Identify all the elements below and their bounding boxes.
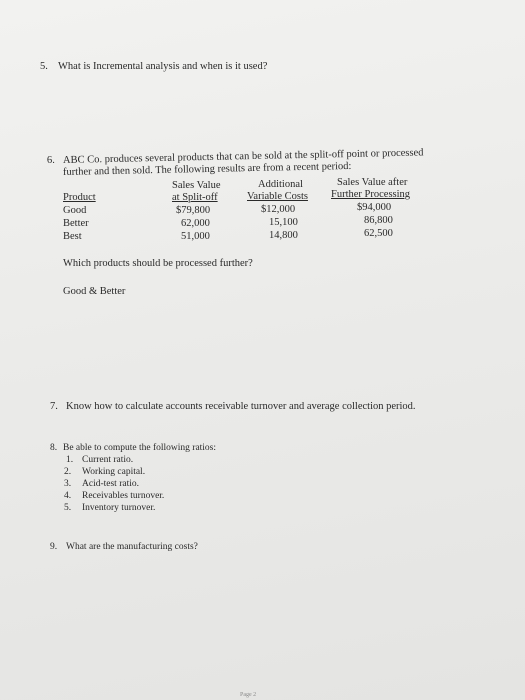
q8-text: Be able to compute the following ratios: xyxy=(63,443,217,453)
ratio-item-number: 3. xyxy=(64,479,72,489)
ratio-item-label: Current ratio. xyxy=(82,455,134,465)
row-good-variable-costs: $12,000 xyxy=(261,204,296,215)
ratio-item-label: Receivables turnover. xyxy=(82,491,165,501)
ratio-item-number: 4. xyxy=(64,491,72,501)
header-sales-value: Sales Value xyxy=(172,180,221,191)
q6-line2: further and then sold. The following results are from a recent period: xyxy=(62,160,352,178)
q7-text: Know how to calculate accounts receivable turnover and average collection period. xyxy=(66,401,416,412)
row-best-variable-costs: 14,800 xyxy=(269,230,298,241)
ratio-item-label: Working capital. xyxy=(82,467,146,477)
q5-number: 5. xyxy=(40,61,48,72)
q9-number: 9. xyxy=(50,542,58,552)
row-best-split-off: 51,000 xyxy=(181,231,210,242)
ratio-item-number: 1. xyxy=(66,455,74,465)
ratio-item-number: 2. xyxy=(64,467,72,477)
page-number: Page 2 xyxy=(240,692,257,698)
header-variable-costs: Variable Costs xyxy=(247,191,308,202)
ratio-item-number: 5. xyxy=(64,503,72,513)
q9-text: What are the manufacturing costs? xyxy=(66,542,198,552)
header-split-off: at Split-off xyxy=(172,192,218,203)
q5-text: What is Incremental analysis and when is it used? xyxy=(58,61,268,72)
row-good-further: $94,000 xyxy=(357,202,392,213)
q6-answer: Good & Better xyxy=(63,286,126,297)
row-better-split-off: 62,000 xyxy=(181,218,210,229)
header-product: Product xyxy=(63,192,96,203)
row-best-product: Best xyxy=(63,231,82,242)
ratio-item-label: Acid-test ratio. xyxy=(82,479,139,489)
q6-prompt: Which products should be processed further? xyxy=(63,258,253,269)
header-further-processing: Further Processing xyxy=(331,189,411,200)
q6-number: 6. xyxy=(46,154,55,166)
row-better-variable-costs: 15,100 xyxy=(269,217,298,228)
q8-number: 8. xyxy=(50,443,58,453)
q6-line1: ABC Co. produces several products that can be sold at the split-off point or processed xyxy=(62,147,424,166)
row-good-product: Good xyxy=(63,205,87,216)
row-better-further: 86,800 xyxy=(364,215,393,226)
header-sales-after: Sales Value after xyxy=(337,177,408,188)
header-additional: Additional xyxy=(258,179,303,190)
q7-number: 7. xyxy=(50,401,58,412)
row-best-further: 62,500 xyxy=(364,228,393,239)
row-good-split-off: $79,800 xyxy=(176,205,211,216)
ratio-item-label: Inventory turnover. xyxy=(82,503,156,513)
row-better-product: Better xyxy=(63,218,89,229)
